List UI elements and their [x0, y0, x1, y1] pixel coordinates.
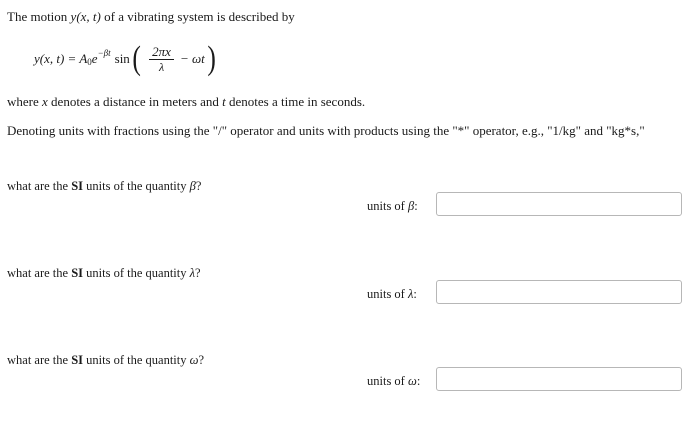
equation-exponent: −βt [97, 48, 111, 58]
where-text-1: where [7, 94, 43, 109]
answer-label-lambda [367, 287, 417, 302]
intro-text [7, 9, 295, 25]
answer-label-prefix: units of [367, 287, 408, 301]
question-symbol: ω [189, 353, 199, 367]
lambda-units-input[interactable] [436, 280, 682, 304]
question-si: SI [71, 179, 84, 193]
answer-label-prefix: units of [367, 374, 408, 388]
question-prefix: what are the [7, 179, 72, 193]
equation-sin: sin [114, 51, 130, 66]
where-text-3: denotes a time in seconds. [225, 94, 366, 109]
answer-label-suffix: : [416, 374, 421, 388]
omega-units-input[interactable] [436, 367, 682, 391]
equation-exponential-base: e [91, 51, 98, 66]
answer-label-beta [367, 199, 418, 214]
answer-label-suffix: : [414, 199, 418, 213]
question-prefix: what are the [7, 266, 72, 280]
motion-equation [34, 38, 218, 80]
left-paren: ( [132, 40, 141, 77]
question-beta [7, 179, 201, 194]
question-si: SI [71, 353, 84, 367]
equation-lhs: y(x, t) = [34, 51, 77, 66]
variable-definitions [7, 94, 365, 110]
question-symbol: λ [189, 266, 196, 280]
answer-label-symbol: λ [407, 287, 414, 301]
answer-label-omega [367, 374, 420, 389]
where-x-symbol: x [42, 94, 48, 109]
equation-amplitude: A [79, 51, 88, 66]
answer-label-suffix: : [413, 287, 417, 301]
fraction-numerator: 2πx [149, 44, 174, 60]
equation-minus-term: − ωt [179, 51, 205, 66]
question-symbol: β [189, 179, 196, 193]
fraction-denominator: λ [158, 59, 165, 74]
question-suffix: ? [195, 179, 202, 193]
where-t-symbol: t [222, 94, 226, 109]
equation-fraction [149, 44, 174, 75]
question-prefix: what are the [7, 353, 72, 367]
unit-instructions: Denoting units with fractions using the "/" operator and units with products using the "*" operator, e.g., "1/kg" and "kg*s," [7, 123, 645, 138]
question-mid: units of the quantity [83, 266, 190, 280]
intro-function-symbol: y(x, t) [70, 9, 101, 24]
right-paren: ) [207, 40, 216, 77]
question-suffix: ? [195, 266, 201, 280]
beta-units-input[interactable] [436, 192, 682, 216]
where-text-2: denotes a distance in meters and [47, 94, 223, 109]
answer-label-symbol: β [407, 199, 415, 213]
question-mid: units of the quantity [83, 179, 190, 193]
answer-label-symbol: ω [407, 374, 417, 388]
question-omega [7, 353, 204, 368]
question-suffix: ? [198, 353, 205, 367]
question-mid: units of the quantity [83, 353, 190, 367]
question-lambda [7, 266, 201, 281]
equation-amplitude-subscript: 0 [87, 57, 92, 67]
intro-text-before: The motion [7, 9, 71, 24]
question-si: SI [71, 266, 84, 280]
answer-label-prefix: units of [367, 199, 408, 213]
intro-text-after: of a vibrating system is described by [100, 9, 295, 24]
